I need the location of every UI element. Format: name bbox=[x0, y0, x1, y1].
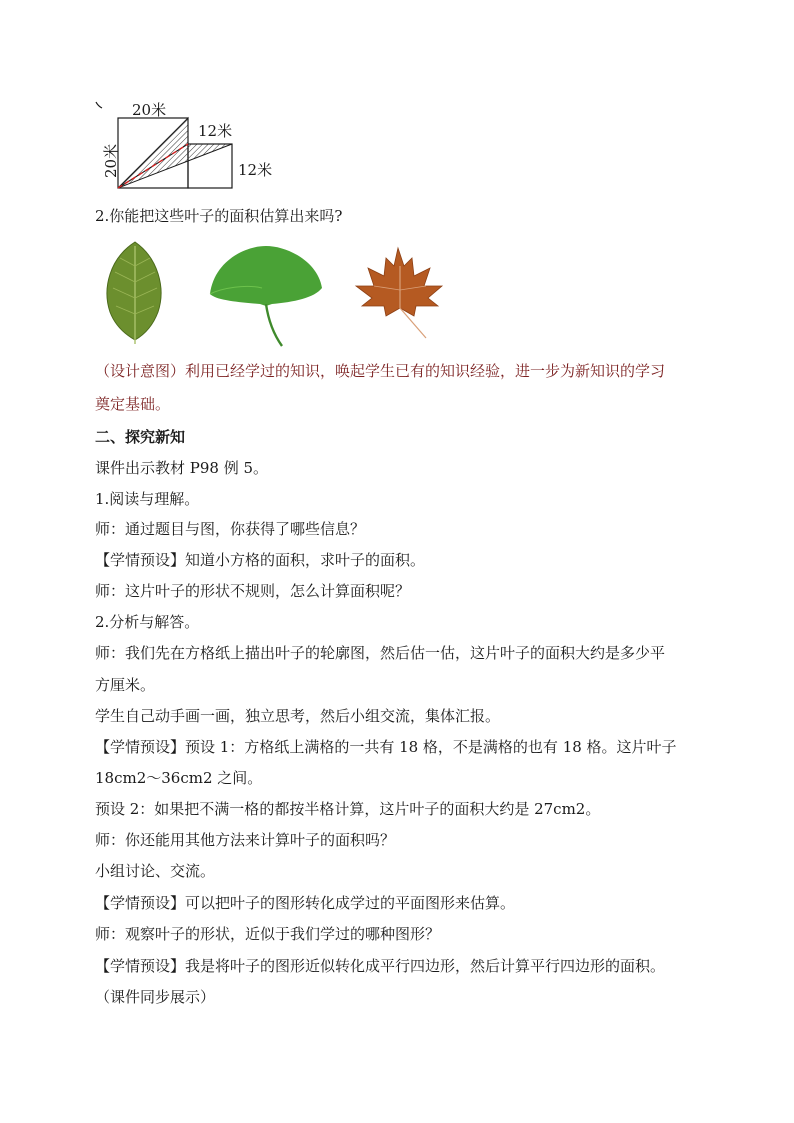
body-line: 师：你还能用其他方法来计算叶子的面积吗？ bbox=[95, 831, 396, 849]
body-line: 预设 2：如果把不满一格的都按半格计算，这片叶子的面积大约是 27cm2。 bbox=[95, 800, 601, 818]
body-line: 【学情预设】预设 1：方格纸上满格的一共有 18 格，不是满格的也有 18 格。这片叶子 bbox=[95, 738, 677, 756]
body-line: 18cm2～36cm2 之间。 bbox=[95, 769, 263, 787]
body-line: 课件出示教材 P98 例 5。 bbox=[95, 459, 269, 477]
geometry-figure bbox=[92, 96, 292, 196]
body-line: 【学情预设】知道小方格的面积，求叶子的面积。 bbox=[95, 551, 426, 569]
body-line: 2.分析与解答。 bbox=[95, 613, 200, 631]
label-right: 12米 bbox=[238, 161, 273, 179]
question-2: 2.你能把这些叶子的面积估算出来吗? bbox=[95, 207, 343, 225]
body-line: 师：通过题目与图，你获得了哪些信息？ bbox=[95, 520, 366, 538]
body-line: 师：我们先在方格纸上描出叶子的轮廓图，然后估一估，这片叶子的面积大约是多少平 bbox=[95, 644, 666, 662]
body-line: 1.阅读与理解。 bbox=[95, 490, 200, 508]
body-line: 【学情预设】可以把叶子的图形转化成学过的平面图形来估算。 bbox=[95, 894, 516, 912]
body-line: （课件同步展示） bbox=[95, 988, 216, 1006]
section-title: 二、探究新知 bbox=[95, 428, 186, 446]
body-line: 学生自己动手画一画，独立思考，然后小组交流，集体汇报。 bbox=[95, 707, 501, 725]
ginkgo-leaf-icon bbox=[206, 244, 324, 348]
body-line: 师：这片叶子的形状不规则，怎么计算面积呢？ bbox=[95, 582, 411, 600]
label-top: 20米 bbox=[132, 101, 167, 119]
maple-leaf-icon bbox=[354, 246, 444, 340]
label-mid: 12米 bbox=[198, 122, 233, 140]
body-line: 方厘米。 bbox=[95, 676, 156, 694]
arc-mark bbox=[96, 102, 102, 108]
body-line: 师：观察叶子的形状，近似于我们学过的哪种图形？ bbox=[95, 925, 441, 943]
label-left: 20米 bbox=[102, 143, 120, 178]
body-line: 【学情预设】我是将叶子的图形近似转化成平行四边形，然后计算平行四边形的面积。 bbox=[95, 957, 666, 975]
design-intent-line-1: （设计意图）利用已经学过的知识，唤起学生已有的知识经验，进一步为新知识的学习 bbox=[95, 362, 666, 380]
design-intent-line-2: 奠定基础。 bbox=[95, 395, 171, 413]
body-line: 小组讨论、交流。 bbox=[95, 862, 216, 880]
green-oval-leaf-icon bbox=[100, 240, 170, 346]
